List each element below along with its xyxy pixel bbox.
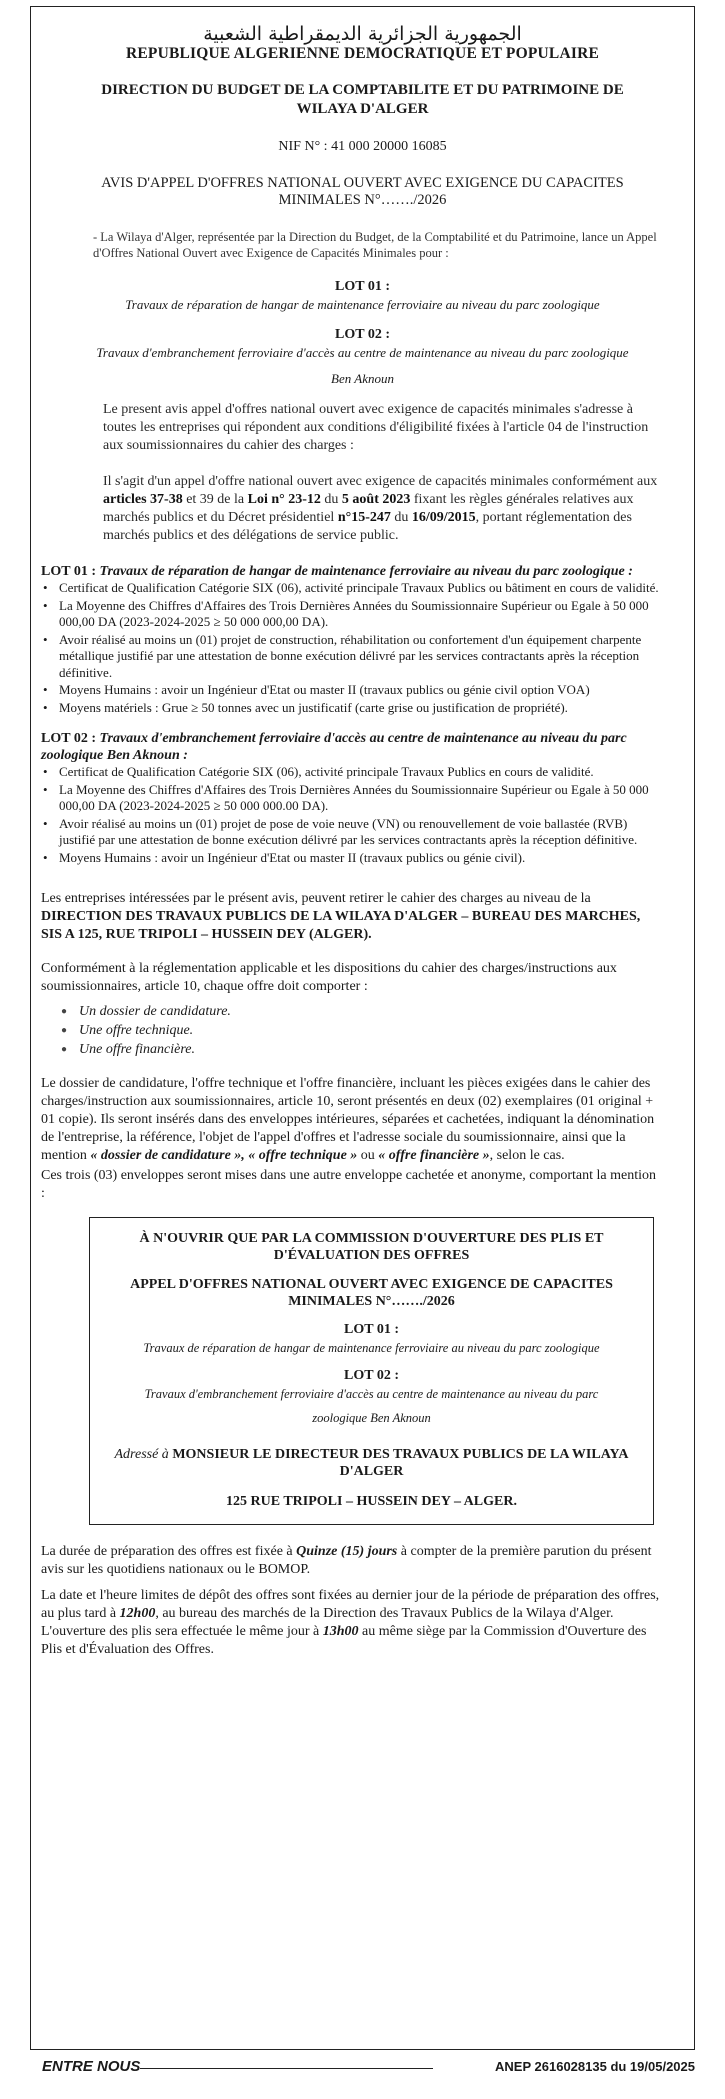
list-item: • La Moyenne des Chiffres d'Affaires des Trois Dernières Années du Soumissionnaire Supérieur ou Egale à 50 000 000,00 DA (2023-2024-2025 ≥ 50 000 000.00 DA). [59, 782, 662, 815]
retrait-text: Les entreprises intéressées par le présent avis, peuvent retirer le cahier des charges au niveau de la [41, 891, 591, 906]
legal-text: du [390, 510, 412, 525]
nif-number: NIF N° : 41 000 20000 16085 [278, 139, 447, 154]
list-item: • La Moyenne des Chiffres d'Affaires des Trois Dernières Années du Soumissionnaire Supérieur ou Egale à 50 000 000,00 DA (2023-2024-2025 ≥ 50 000 000,00 DA). [59, 598, 662, 631]
direction-line-1: DIRECTION DU BUDGET DE LA COMPTABILITE ET DU PATRIMOINE DE [101, 82, 624, 98]
retrait-paragraph [41, 890, 662, 944]
lot2-title-cont: Ben Aknoun [331, 371, 394, 386]
legal-text: Il s'agit d'un appel d'offre national ouvert avec exigence de capacités minimales conformément aux [103, 474, 658, 489]
box-avis: APPEL D'OFFRES NATIONAL OUVERT AVEC EXIGENCE DE CAPACITES MINIMALES N°……./2026 [130, 1277, 613, 1309]
lot2-requirements-title: Travaux d'embranchement ferroviaire d'accès au centre de maintenance au niveau du parc zoologique Ben Aknoun : [41, 731, 627, 763]
duree-text: à compter de la première parution du présent avis sur les quotidiens nationaux ou le BOMOP. [41, 1544, 652, 1577]
legal-loi: Loi n° 23-12 [247, 492, 321, 507]
box-lot2-title: Travaux d'embranchement ferroviaire d'accès au centre de maintenance au niveau du parc [144, 1387, 599, 1401]
list-item: ● Une offre technique. [79, 1021, 662, 1040]
duree-text: La durée de préparation des offres est fixée à [41, 1544, 297, 1559]
eligibility-paragraph: Le present avis appel d'offres national ouvert avec exigence de capacités minimales s'adresse à toutes les entreprises qui répondent aux conditions d'éligibilité fixées à l'article 04 de l'instruction aux soumissionnaires du cahier des charges : [103, 402, 649, 453]
box-lot1-title: Travaux de réparation de hangar de maintenance ferroviaire au niveau du parc zoologique [143, 1341, 600, 1355]
list-item: ● Une offre financière. [79, 1040, 662, 1059]
footer-entre-nous: ENTRE NOUS [42, 2058, 141, 2075]
dossier-text: ou [357, 1148, 379, 1163]
dossier-mention-2: « offre financière » [378, 1148, 490, 1163]
box-street: 125 RUE TRIPOLI – HUSSEIN DEY – ALGER. [226, 1494, 517, 1509]
direction-title [63, 81, 662, 119]
republic-title: REPUBLIQUE ALGERIENNE DEMOCRATIQUE ET POPULAIRE [125, 45, 600, 62]
dossier-text: Le dossier de candidature, l'offre technique et l'offre financière, incluant les pièces exigées dans le cahier des charges/instruction aux soumissionnaires, article 10, seront présentés en deux (02) exemplaires (01 original + 01 copie). Ils seront insérés dans des enveloppes intérieures, séparées et cachetées, indiquant la dénomination de l'entreprise, la référence, l'objet de l'appel d'offres et l'adresse sociale du soumissionnaire, ainsi que la mention [41, 1076, 655, 1163]
list-item: • Moyens Humains : avoir un Ingénieur d'Etat ou master II (travaux publics ou génie civil option VOA) [59, 682, 662, 699]
duree-value: Quinze (15) jours [296, 1544, 398, 1559]
lot1-requirements-list [41, 580, 662, 716]
direction-line-2: WILAYA D'ALGER [296, 101, 429, 117]
lot2-label: LOT 02 : [41, 731, 96, 746]
footer-anep-reference: ANEP 2616028135 du 19/05/2025 [495, 2059, 695, 2074]
page-footer [30, 2058, 695, 2078]
legal-text: fixant les règles générales relatives aux marchés publics et du Décret présidentiel [103, 492, 634, 525]
ouverture-time: 13h00 [322, 1624, 359, 1639]
dossier-paragraph [41, 1075, 662, 1165]
depot-text: , au bureau des marchés de la Direction des Travaux Publics de la Wilaya d'Alger. L'ouverture des plis sera effectuée le même jour à [41, 1606, 614, 1639]
legal-basis-paragraph [103, 473, 662, 545]
dossier-text: , selon le cas. [489, 1148, 565, 1163]
depot-paragraph [41, 1587, 662, 1659]
addressee-prefix: Adressé à [114, 1447, 173, 1462]
list-item: • Moyens Humains : avoir un Ingénieur d'Etat ou master II (travaux publics ou génie civil). [59, 850, 662, 867]
footer-divider [140, 2068, 433, 2069]
box-lot2-title-cont: zoologique Ben Aknoun [312, 1411, 431, 1425]
legal-decret: n°15-247 [337, 510, 391, 525]
addressee-name: MONSIEUR LE DIRECTEUR DES TRAVAUX PUBLICS DE LA WILAYA D'ALGER [172, 1447, 629, 1479]
avis-line-1: AVIS D'APPEL D'OFFRES NATIONAL OUVERT AVEC EXIGENCE DU CAPACITES [101, 175, 624, 191]
lot2-title: Travaux d'embranchement ferroviaire d'accès au centre de maintenance au niveau du parc zoologique [96, 345, 629, 360]
lot1-heading: LOT 01 : [335, 279, 390, 294]
legal-decret-date: 16/09/2015 [411, 510, 476, 525]
duree-paragraph [41, 1543, 662, 1579]
avis-line-2: MINIMALES N°……./2026 [278, 192, 447, 208]
depot-time: 12h00 [119, 1606, 156, 1621]
legal-text: du [320, 492, 342, 507]
legal-articles: articles 37-38 [103, 492, 183, 507]
box-lot2-heading: LOT 02 : [344, 1368, 399, 1383]
lot1-requirements-title: Travaux de réparation de hangar de maintenance ferroviaire au niveau du parc zoologique : [95, 564, 633, 579]
depot-text: au même siège par la Commission d'Ouverture des Plis et d'Évaluation des Offres. [41, 1624, 647, 1657]
dossier-mention-1: « dossier de candidature », « offre technique » [90, 1148, 358, 1163]
legal-text: et 39 de la [182, 492, 248, 507]
list-item: ● Un dossier de candidature. [79, 1002, 662, 1021]
offres-list [63, 1002, 662, 1059]
lot1-requirements-heading [41, 563, 662, 580]
conformement-paragraph: Conformément à la réglementation applicable et les dispositions du cahier des charges/instructions aux soumissionnaires, article 10, chaque offre doit comporter : [41, 961, 617, 994]
list-item: • Avoir réalisé au moins un (01) projet de construction, réhabilitation ou confortement d'un équipement charpente métallique justifié par une attestation de bonne exécution délivré par les services contractants après la réception définitive. [59, 632, 662, 682]
avis-title [63, 175, 662, 209]
envelope-paragraph: Ces trois (03) enveloppes seront mises dans une autre enveloppe cachetée et anonyme, comportant la mention : [41, 1168, 657, 1201]
list-item: • Avoir réalisé au moins un (01) projet de pose de voie neuve (VN) ou renouvellement de voie ballastée (RVB) justifié par une attestation de bonne exécution délivré par les services contractants après la réception définitive. [59, 816, 662, 849]
box-lot1-heading: LOT 01 : [344, 1322, 399, 1337]
intro-paragraph: - La Wilaya d'Alger, représentée par la Direction du Budget, de la Comptabilité et du Patrimoine, lance un Appel d'Offres National Ouvert avec Exigence de Capacités Minimales pour : [93, 230, 657, 260]
list-item: • Certificat de Qualification Catégorie SIX (06), activité principale Travaux Publics ou bâtiment en cours de validité. [59, 580, 662, 597]
list-item: • Certificat de Qualification Catégorie SIX (06), activité principale Travaux Publics en cours de validité. [59, 764, 662, 781]
envelope-mention-box [89, 1217, 654, 1525]
box-heading: À N'OUVRIR QUE PAR LA COMMISSION D'OUVERTURE DES PLIS ET D'ÉVALUATION DES OFFRES [139, 1231, 604, 1263]
lot1-title: Travaux de réparation de hangar de maintenance ferroviaire au niveau du parc zoologique [125, 297, 600, 312]
lot2-heading: LOT 02 : [335, 327, 390, 342]
legal-text: , portant réglementation des marchés publics et des délégations de service public. [103, 510, 632, 543]
retrait-address: DIRECTION DES TRAVAUX PUBLICS DE LA WILAYA D'ALGER – BUREAU DES MARCHES, SIS A 125, RUE TRIPOLI – HUSSEIN DEY (ALGER). [41, 909, 641, 942]
depot-text: La date et l'heure limites de dépôt des offres sont fixées au dernier jour de la période de préparation des offres, au plus tard à [41, 1588, 660, 1621]
lot2-requirements-heading [41, 730, 662, 764]
list-item: • Moyens matériels : Grue ≥ 50 tonnes avec un justificatif (carte grise ou justification de propriété). [59, 700, 662, 717]
lot1-label: LOT 01 : [41, 564, 96, 579]
lot2-requirements-list [41, 764, 662, 866]
announcement-page [30, 6, 695, 2050]
box-addressee [104, 1446, 639, 1480]
legal-date: 5 août 2023 [341, 492, 411, 507]
arabic-republic-title: الجمهورية الجزائرية الديمقراطية الشعبية [203, 23, 522, 45]
